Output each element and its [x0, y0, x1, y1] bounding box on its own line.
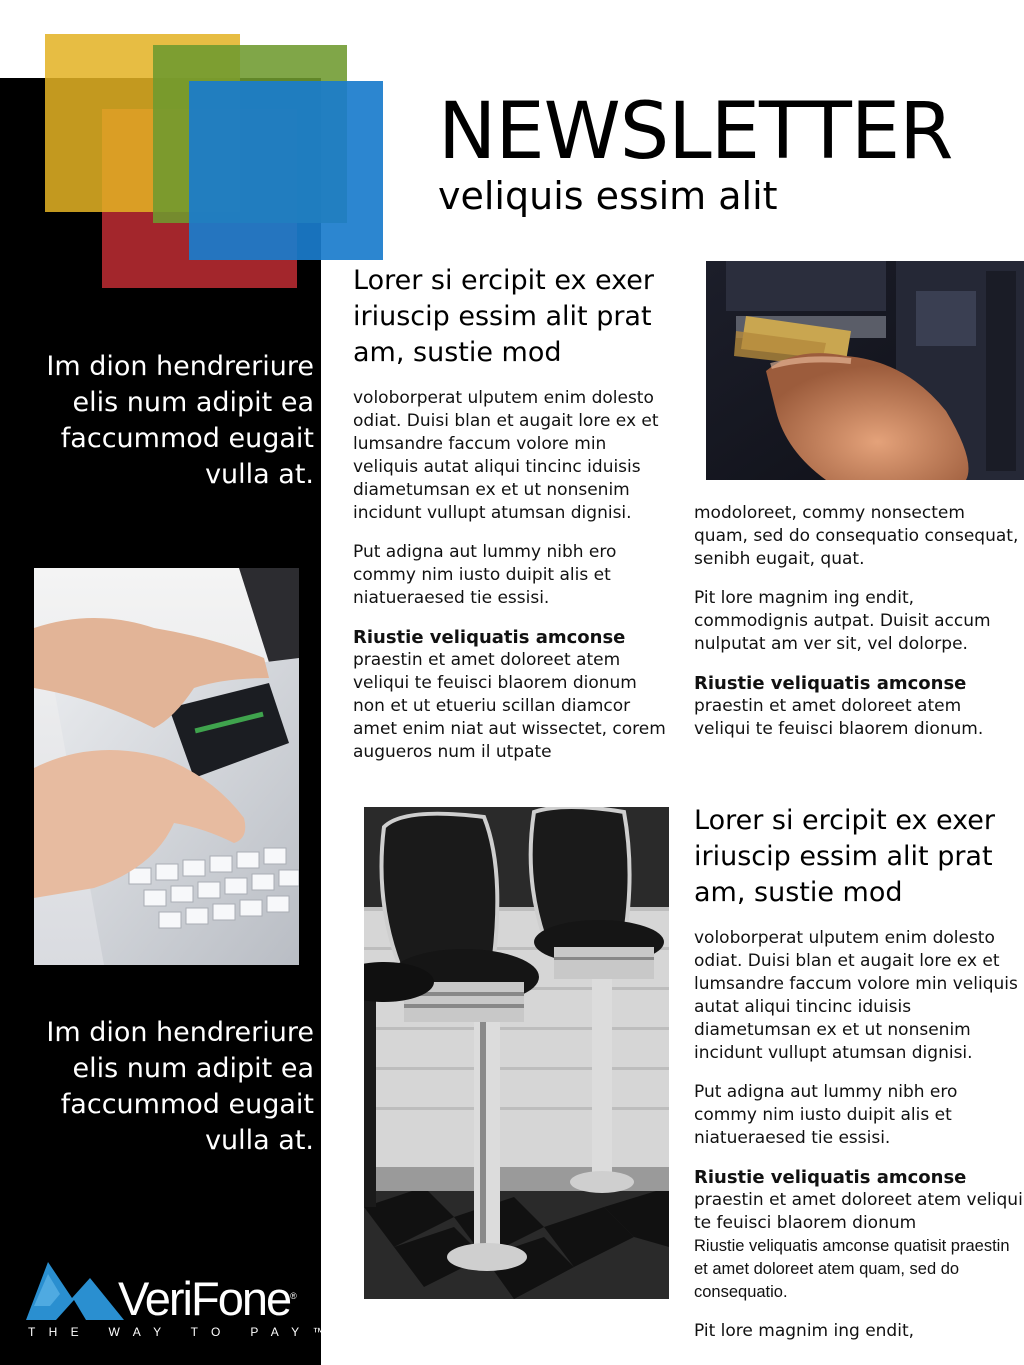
verifone-mark-icon — [26, 1260, 126, 1322]
article-paragraph — [694, 1166, 1024, 1304]
article-paragraph: voloborperat ulputem enim dolesto odiat. Duisi blan et augait lore ex et lumsandre faccum volore min veliquis autat aliqui tincinc iduisis diametumsan ex et ut nonsenim incidunt vullupt atumsan dignisi. — [694, 928, 1018, 1063]
article-paragraph-text: Riustie veliquatis amconse quatisit praestin et amet doloreet atem quam, sed do consequatio. — [694, 1237, 1010, 1301]
diner-stools-photo — [364, 807, 669, 1299]
article-heading: Lorer si ercipit ex exer iriuscip essim alit prat am, sustie mod — [353, 265, 655, 368]
blue-square — [189, 81, 383, 260]
article-paragraph: Put adigna aut lummy nibh ero commy nim iusto duipit alis et niatueraesed tie essisi. — [353, 542, 617, 608]
logo-wordmark-text: VeriFone — [118, 1272, 291, 1325]
registered-mark: ® — [290, 1291, 297, 1301]
article-paragraph: Pit lore magnim ing endit, commodignis autpat. Duisit accum nulputat am ver sit, vel dolorpe. — [694, 588, 991, 654]
pull-quote: Im dion hendreriure elis num adipit ea faccummod eugait vulla at. — [46, 351, 314, 490]
article-subheading: Riustie veliquatis amconse — [694, 673, 967, 694]
logo-wordmark — [118, 1268, 297, 1327]
pull-quote: Im dion hendreriure elis num adipit ea faccummod eugait vulla at. — [46, 1017, 314, 1156]
laptop-payment-photo — [34, 568, 299, 965]
article-paragraph — [694, 672, 1022, 741]
logo-tagline: THE WAY TO PAY™ — [28, 1325, 338, 1339]
verifone-logo — [26, 1258, 338, 1342]
card-reader-photo — [706, 261, 1024, 480]
article-paragraph: voloborperat ulputem enim dolesto odiat. Duisi blan et augait lore ex et lumsandre faccum volore min veliquis autat aliqui tincinc iduisis diametumsan ex et ut nonsenim incidunt vullupt atumsan dignisi. — [353, 388, 659, 523]
article-paragraph: modoloreet, commy nonsectem quam, sed do consequatio consequat, senibh eugait, quat. — [694, 503, 1019, 569]
article-column-continued — [694, 502, 1022, 757]
article-subheading: Riustie veliquatis amconse — [694, 1167, 967, 1188]
article-subheading: Riustie veliquatis amconse — [353, 627, 626, 648]
article-paragraph: Put adigna aut lummy nibh ero commy nim iusto duipit alis et niatueraesed tie essisi. — [694, 1082, 958, 1148]
newsletter-title: NEWSLETTER — [438, 87, 953, 177]
article-paragraph-text: praestin et amet doloreet atem veliqui te feuisci blaorem dionum. — [694, 696, 984, 739]
newsletter-subtitle: veliquis essim alit — [438, 174, 778, 218]
article-paragraph-text: praestin et amet doloreet atem veliqui te feuisci blaorem dionum — [694, 1190, 1023, 1233]
article-paragraph — [353, 626, 673, 764]
article-heading: Lorer si ercipit ex exer iriuscip essim alit prat am, sustie mod — [694, 805, 996, 908]
article-column — [353, 263, 673, 780]
article-paragraph-text: praestin et amet doloreet atem veliqui te feuisci blaorem dionum non et ut etueriu scillan diamcor amet enim niat aut wissectet, corem augueros num il utpate — [353, 650, 666, 762]
article-column — [694, 803, 1024, 1359]
article-paragraph: Pit lore magnim ing endit, — [694, 1321, 915, 1341]
